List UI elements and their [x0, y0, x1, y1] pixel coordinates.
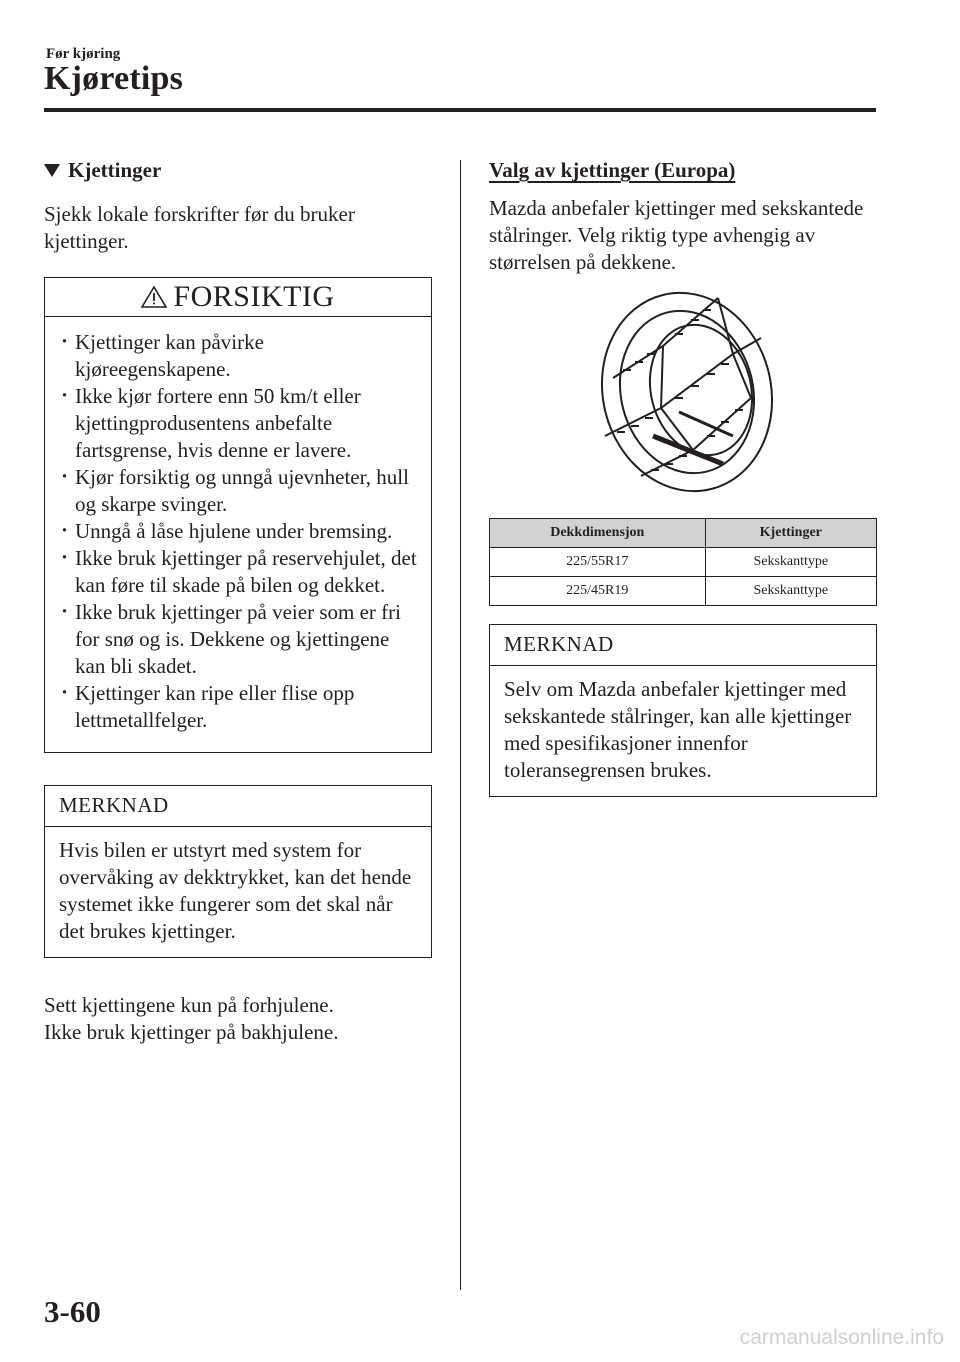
intro-text: Sjekk lokale forskrifter før du bruker kjettinger. [44, 202, 355, 253]
section-title: Kjettinger [68, 158, 162, 182]
caution-item: · Ikke bruk kjettinger på veier som er fri for snø og is. Dekkene og kjettingene kan bli skadet. [59, 599, 421, 680]
header-rule [44, 108, 876, 112]
caution-item: · Ikke bruk kjettinger på reservehjulet, det kan føre til skade på bilen og dekket. [59, 545, 421, 599]
caution-title: FORSIKTIG [173, 280, 335, 313]
caution-box [44, 277, 432, 753]
tire-chain-illustration [489, 286, 877, 500]
caution-item: · Kjettinger kan ripe eller flise opp lettmetallfelger. [59, 680, 421, 734]
column-divider [460, 160, 461, 1290]
outro-text-front: Sett kjettingene kun på forhjulene. [44, 993, 334, 1017]
table-cell: Sekskanttype [705, 548, 876, 577]
caution-item: · Unngå å låse hjulene under bremsing. [59, 518, 421, 545]
outro-text-rear: Ikke bruk kjettinger på bakhjulene. [44, 1020, 339, 1044]
note-text: Selv om Mazda anbefaler kjettinger med sekskantede stålringer, kan alle kjettinger med spesifikasjoner innenfor toleransegrensen brukes. [504, 677, 852, 782]
caution-item: · Ikke kjør fortere enn 50 km/t eller kjettingprodusentens anbefalte fartsgrense, hvis denne er lavere. [59, 383, 421, 464]
tire-chain-icon [583, 286, 783, 500]
table-cell: Sekskanttype [705, 577, 876, 606]
table-header-row [490, 519, 877, 548]
table-row [490, 548, 877, 577]
right-column [489, 158, 877, 797]
europe-intro-text: Mazda anbefaler kjettinger med sekskantede stålringer. Velg riktig type avhengig av størrelsen på dekkene. [489, 196, 864, 274]
section-heading-europe: Valg av kjettinger (Europa) [489, 158, 736, 182]
caution-item: · Kjettinger kan påvirke kjøreegenskapene. [59, 329, 421, 383]
note-header: MERKNAD [490, 625, 876, 666]
table-cell: 225/45R19 [490, 577, 706, 606]
table-cell: 225/55R17 [490, 548, 706, 577]
table-row [490, 577, 877, 606]
chain-spec-table [489, 518, 877, 606]
column-header-tire-size: Dekkdimensjon [490, 519, 706, 548]
caution-list [45, 317, 431, 752]
column-header-chains: Kjettinger [705, 519, 876, 548]
triangle-bullet-icon [44, 164, 60, 177]
page-title: Kjøretips [44, 60, 184, 97]
page-number: 3-60 [44, 1294, 101, 1329]
note-box-europe [489, 624, 877, 797]
watermark: carmanualsonline.info [739, 1326, 944, 1349]
warning-icon [141, 285, 167, 309]
caution-item: · Kjør forsiktig og unngå ujevnheter, hull og skarpe svinger. [59, 464, 421, 518]
left-column [44, 158, 432, 1046]
section-heading-chains [44, 158, 432, 183]
note-text: Hvis bilen er utstyrt med system for overvåking av dekktrykket, kan det hende systemet ikke fungerer som det skal når det brukes kjettinger. [59, 838, 412, 943]
caution-header [45, 278, 431, 317]
chapter-label: Før kjøring [46, 46, 121, 62]
note-box [44, 785, 432, 958]
note-header: MERKNAD [45, 786, 431, 827]
